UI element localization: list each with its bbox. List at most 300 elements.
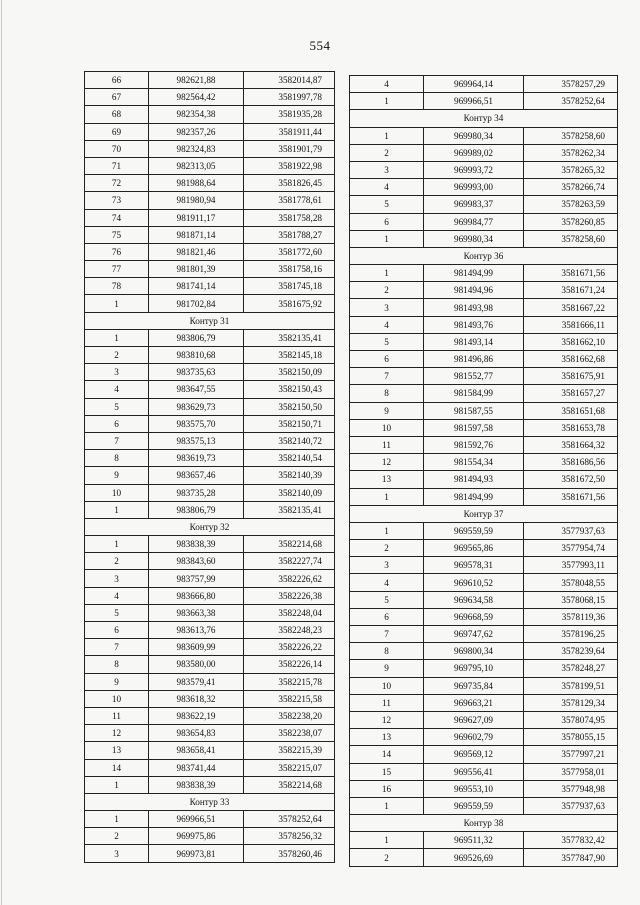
y-coordinate-cell: 3578252,64	[244, 811, 335, 828]
y-coordinate-cell: 3581671,56	[524, 488, 618, 505]
y-coordinate-cell: 3578129,34	[524, 694, 618, 711]
table-row	[85, 226, 335, 243]
x-coordinate-cell: 969559,59	[424, 522, 524, 539]
table-row	[350, 591, 618, 608]
table-row	[350, 316, 618, 333]
y-coordinate-cell: 3581935,28	[244, 106, 335, 123]
table-row	[85, 347, 335, 364]
x-coordinate-cell: 969511,32	[424, 832, 524, 849]
point-number-cell: 10	[85, 690, 149, 707]
y-coordinate-cell: 3581675,92	[244, 295, 335, 312]
table-row	[350, 797, 618, 814]
y-coordinate-cell: 3578199,51	[524, 677, 618, 694]
point-number-cell: 2	[85, 347, 149, 364]
y-coordinate-cell: 3578258,60	[524, 127, 618, 144]
table-row	[350, 454, 618, 471]
point-number-cell: 12	[350, 454, 424, 471]
point-number-cell: 6	[350, 608, 424, 625]
point-number-cell: 10	[350, 419, 424, 436]
point-number-cell: 74	[85, 209, 149, 226]
y-coordinate-cell: 3578262,34	[524, 144, 618, 161]
contour-header-row	[350, 505, 618, 522]
x-coordinate-cell: 982354,38	[149, 106, 244, 123]
table-row	[350, 351, 618, 368]
x-coordinate-cell: 983735,63	[149, 364, 244, 381]
point-number-cell: 8	[85, 656, 149, 673]
point-number-cell: 3	[85, 570, 149, 587]
y-coordinate-cell: 3582150,43	[244, 381, 335, 398]
table-row	[85, 243, 335, 260]
table-row	[350, 608, 618, 625]
point-number-cell: 14	[85, 759, 149, 776]
page-number: 554	[309, 38, 331, 53]
table-row	[85, 725, 335, 742]
y-coordinate-cell: 3582226,14	[244, 656, 335, 673]
y-coordinate-cell: 3582226,62	[244, 570, 335, 587]
x-coordinate-cell: 969663,21	[424, 694, 524, 711]
x-coordinate-cell: 983579,41	[149, 673, 244, 690]
x-coordinate-cell: 981801,39	[149, 261, 244, 278]
y-coordinate-cell: 3582140,54	[244, 450, 335, 467]
x-coordinate-cell: 969627,09	[424, 711, 524, 728]
x-coordinate-cell: 969578,31	[424, 557, 524, 574]
point-number-cell: 14	[350, 746, 424, 763]
point-number-cell: 78	[85, 278, 149, 295]
x-coordinate-cell: 983666,80	[149, 587, 244, 604]
y-coordinate-cell: 3581788,27	[244, 226, 335, 243]
point-number-cell: 8	[350, 643, 424, 660]
contour-header: Контур 33	[85, 793, 335, 810]
table-row	[350, 419, 618, 436]
point-number-cell: 15	[350, 763, 424, 780]
table-row	[85, 622, 335, 639]
point-number-cell: 5	[350, 196, 424, 213]
table-row	[85, 828, 335, 845]
y-coordinate-cell: 3582014,87	[244, 72, 335, 89]
table-row	[85, 656, 335, 673]
table-row	[350, 179, 618, 196]
y-coordinate-cell: 3582238,20	[244, 707, 335, 724]
y-coordinate-cell: 3578048,55	[524, 574, 618, 591]
y-coordinate-cell: 3577832,42	[524, 832, 618, 849]
y-coordinate-cell: 3577993,11	[524, 557, 618, 574]
point-number-cell: 6	[85, 622, 149, 639]
y-coordinate-cell: 3578263,59	[524, 196, 618, 213]
y-coordinate-cell: 3578239,64	[524, 643, 618, 660]
table-row	[350, 368, 618, 385]
table-row	[350, 746, 618, 763]
table-row	[350, 76, 618, 93]
x-coordinate-cell: 982324,83	[149, 140, 244, 157]
table-row	[85, 261, 335, 278]
x-coordinate-cell: 981587,55	[424, 402, 524, 419]
y-coordinate-cell: 3581758,28	[244, 209, 335, 226]
x-coordinate-cell: 969569,12	[424, 746, 524, 763]
contour-header-row	[350, 815, 618, 832]
table-row	[350, 522, 618, 539]
y-coordinate-cell: 3582140,39	[244, 467, 335, 484]
x-coordinate-cell: 969795,10	[424, 660, 524, 677]
point-number-cell: 1	[350, 127, 424, 144]
table-row	[85, 742, 335, 759]
y-coordinate-cell: 3582215,07	[244, 759, 335, 776]
y-coordinate-cell: 3582135,41	[244, 501, 335, 518]
point-number-cell: 6	[85, 415, 149, 432]
x-coordinate-cell: 983622,19	[149, 707, 244, 724]
table-row	[85, 484, 335, 501]
y-coordinate-cell: 3581901,79	[244, 140, 335, 157]
point-number-cell: 1	[350, 522, 424, 539]
point-number-cell: 2	[85, 553, 149, 570]
point-number-cell: 1	[85, 501, 149, 518]
point-number-cell: 11	[350, 694, 424, 711]
x-coordinate-cell: 969602,79	[424, 729, 524, 746]
y-coordinate-cell: 3581671,24	[524, 282, 618, 299]
contour-header-row	[350, 247, 618, 264]
point-number-cell: 6	[350, 213, 424, 230]
x-coordinate-cell: 983741,44	[149, 759, 244, 776]
y-coordinate-cell: 3581662,10	[524, 333, 618, 350]
x-coordinate-cell: 969800,34	[424, 643, 524, 660]
table-row	[85, 845, 335, 862]
y-coordinate-cell: 3578055,15	[524, 729, 618, 746]
y-coordinate-cell: 3582150,09	[244, 364, 335, 381]
point-number-cell: 4	[350, 179, 424, 196]
point-number-cell: 75	[85, 226, 149, 243]
y-coordinate-cell: 3577937,63	[524, 797, 618, 814]
x-coordinate-cell: 983575,13	[149, 432, 244, 449]
point-number-cell: 7	[85, 639, 149, 656]
x-coordinate-cell: 981494,96	[424, 282, 524, 299]
x-coordinate-cell: 969984,77	[424, 213, 524, 230]
table-row	[85, 295, 335, 312]
point-number-cell: 13	[350, 471, 424, 488]
table-body	[350, 76, 618, 867]
x-coordinate-cell: 969993,00	[424, 179, 524, 196]
table-row	[85, 106, 335, 123]
table-row	[85, 450, 335, 467]
table-row	[350, 626, 618, 643]
table-row	[350, 402, 618, 419]
contour-header: Контур 34	[350, 110, 618, 127]
x-coordinate-cell: 983843,60	[149, 553, 244, 570]
point-number-cell: 3	[350, 299, 424, 316]
x-coordinate-cell: 983580,00	[149, 656, 244, 673]
y-coordinate-cell: 3582150,71	[244, 415, 335, 432]
y-coordinate-cell: 3578119,36	[524, 608, 618, 625]
table-row	[85, 398, 335, 415]
table-row	[85, 811, 335, 828]
x-coordinate-cell: 983757,99	[149, 570, 244, 587]
point-number-cell: 1	[350, 93, 424, 110]
x-coordinate-cell: 981597,58	[424, 419, 524, 436]
table-row	[85, 329, 335, 346]
point-number-cell: 69	[85, 123, 149, 140]
table-row	[350, 677, 618, 694]
table-row	[350, 333, 618, 350]
table-row	[85, 72, 335, 89]
point-number-cell: 1	[350, 265, 424, 282]
x-coordinate-cell: 983735,28	[149, 484, 244, 501]
x-coordinate-cell: 981554,34	[424, 454, 524, 471]
table-row	[85, 432, 335, 449]
x-coordinate-cell: 981741,14	[149, 278, 244, 295]
y-coordinate-cell: 3577847,90	[524, 849, 618, 866]
y-coordinate-cell: 3582215,39	[244, 742, 335, 759]
x-coordinate-cell: 969975,86	[149, 828, 244, 845]
table-row	[350, 144, 618, 161]
y-coordinate-cell: 3582145,18	[244, 347, 335, 364]
x-coordinate-cell: 981988,64	[149, 175, 244, 192]
y-coordinate-cell: 3581911,44	[244, 123, 335, 140]
x-coordinate-cell: 983838,39	[149, 776, 244, 793]
point-number-cell: 8	[85, 450, 149, 467]
table-row	[85, 673, 335, 690]
x-coordinate-cell: 983613,76	[149, 622, 244, 639]
x-coordinate-cell: 983575,70	[149, 415, 244, 432]
contour-header-row	[85, 518, 335, 535]
y-coordinate-cell: 3577958,01	[524, 763, 618, 780]
x-coordinate-cell: 981493,76	[424, 316, 524, 333]
table-body	[85, 72, 335, 863]
y-coordinate-cell: 3577954,74	[524, 540, 618, 557]
x-coordinate-cell: 981821,46	[149, 243, 244, 260]
x-coordinate-cell: 981702,84	[149, 295, 244, 312]
contour-header: Контур 31	[85, 312, 335, 329]
x-coordinate-cell: 981871,14	[149, 226, 244, 243]
x-coordinate-cell: 981494,93	[424, 471, 524, 488]
table-row	[350, 282, 618, 299]
table-row	[85, 175, 335, 192]
x-coordinate-cell: 983806,79	[149, 501, 244, 518]
x-coordinate-cell: 969966,51	[424, 93, 524, 110]
x-coordinate-cell: 969983,37	[424, 196, 524, 213]
table-row	[350, 471, 618, 488]
y-coordinate-cell: 3577997,21	[524, 746, 618, 763]
table-row	[350, 643, 618, 660]
y-coordinate-cell: 3581997,78	[244, 89, 335, 106]
point-number-cell: 1	[350, 797, 424, 814]
contour-header: Контур 37	[350, 505, 618, 522]
y-coordinate-cell: 3582215,78	[244, 673, 335, 690]
x-coordinate-cell: 983609,99	[149, 639, 244, 656]
table-row	[85, 381, 335, 398]
point-number-cell: 3	[85, 364, 149, 381]
table-row	[85, 536, 335, 553]
point-number-cell: 2	[350, 144, 424, 161]
table-row	[85, 570, 335, 587]
x-coordinate-cell: 981592,76	[424, 436, 524, 453]
point-number-cell: 1	[350, 488, 424, 505]
point-number-cell: 11	[85, 707, 149, 724]
point-number-cell: 2	[350, 540, 424, 557]
y-coordinate-cell: 3581778,61	[244, 192, 335, 209]
table-row	[85, 157, 335, 174]
x-coordinate-cell: 981552,77	[424, 368, 524, 385]
table-row	[85, 604, 335, 621]
point-number-cell: 9	[350, 660, 424, 677]
point-number-cell: 3	[350, 161, 424, 178]
table-row	[85, 553, 335, 570]
table-row	[350, 660, 618, 677]
y-coordinate-cell: 3582226,22	[244, 639, 335, 656]
y-coordinate-cell: 3578257,29	[524, 76, 618, 93]
table-row	[350, 729, 618, 746]
table-row	[85, 639, 335, 656]
x-coordinate-cell: 969747,62	[424, 626, 524, 643]
point-number-cell: 6	[350, 351, 424, 368]
table-row	[350, 540, 618, 557]
y-coordinate-cell: 3581657,27	[524, 385, 618, 402]
x-coordinate-cell: 983618,32	[149, 690, 244, 707]
x-coordinate-cell: 983619,73	[149, 450, 244, 467]
y-coordinate-cell: 3581745,18	[244, 278, 335, 295]
table-row	[350, 127, 618, 144]
table-row	[350, 711, 618, 728]
table-row	[85, 364, 335, 381]
point-number-cell: 12	[350, 711, 424, 728]
point-number-cell: 4	[350, 76, 424, 93]
y-coordinate-cell: 3578266,74	[524, 179, 618, 196]
table-row	[85, 123, 335, 140]
point-number-cell: 4	[85, 381, 149, 398]
y-coordinate-cell: 3581662,68	[524, 351, 618, 368]
x-coordinate-cell: 969556,41	[424, 763, 524, 780]
table-row	[85, 759, 335, 776]
contour-header-row	[350, 110, 618, 127]
point-number-cell: 2	[85, 828, 149, 845]
y-coordinate-cell: 3581772,60	[244, 243, 335, 260]
table-row	[85, 707, 335, 724]
x-coordinate-cell: 981493,98	[424, 299, 524, 316]
table-row	[350, 265, 618, 282]
point-number-cell: 13	[85, 742, 149, 759]
y-coordinate-cell: 3577937,63	[524, 522, 618, 539]
y-coordinate-cell: 3582215,58	[244, 690, 335, 707]
table-row	[350, 93, 618, 110]
point-number-cell: 5	[350, 591, 424, 608]
coordinates-table-left	[84, 71, 335, 863]
point-number-cell: 1	[85, 329, 149, 346]
point-number-cell: 1	[350, 230, 424, 247]
table-row	[350, 230, 618, 247]
table-row	[350, 763, 618, 780]
point-number-cell: 73	[85, 192, 149, 209]
point-number-cell: 9	[85, 467, 149, 484]
x-coordinate-cell: 969735,84	[424, 677, 524, 694]
x-coordinate-cell: 983838,39	[149, 536, 244, 553]
y-coordinate-cell: 3578252,64	[524, 93, 618, 110]
contour-header: Контур 38	[350, 815, 618, 832]
table-row	[350, 436, 618, 453]
table-row	[350, 385, 618, 402]
point-number-cell: 9	[85, 673, 149, 690]
y-coordinate-cell: 3581826,45	[244, 175, 335, 192]
y-coordinate-cell: 3581675,91	[524, 368, 618, 385]
x-coordinate-cell: 969993,72	[424, 161, 524, 178]
x-coordinate-cell: 969973,81	[149, 845, 244, 862]
x-coordinate-cell: 981911,17	[149, 209, 244, 226]
y-coordinate-cell: 3582248,04	[244, 604, 335, 621]
x-coordinate-cell: 981494,99	[424, 265, 524, 282]
table-row	[85, 209, 335, 226]
y-coordinate-cell: 3578265,32	[524, 161, 618, 178]
y-coordinate-cell: 3582150,50	[244, 398, 335, 415]
x-coordinate-cell: 981494,99	[424, 488, 524, 505]
point-number-cell: 2	[350, 282, 424, 299]
x-coordinate-cell: 969553,10	[424, 780, 524, 797]
y-coordinate-cell: 3582248,23	[244, 622, 335, 639]
point-number-cell: 4	[350, 316, 424, 333]
point-number-cell: 1	[350, 832, 424, 849]
y-coordinate-cell: 3582140,72	[244, 432, 335, 449]
x-coordinate-cell: 981493,14	[424, 333, 524, 350]
point-number-cell: 16	[350, 780, 424, 797]
y-coordinate-cell: 3581666,11	[524, 316, 618, 333]
point-number-cell: 77	[85, 261, 149, 278]
x-coordinate-cell: 983810,68	[149, 347, 244, 364]
x-coordinate-cell: 982621,88	[149, 72, 244, 89]
table-row	[350, 161, 618, 178]
point-number-cell: 71	[85, 157, 149, 174]
x-coordinate-cell: 983629,73	[149, 398, 244, 415]
y-coordinate-cell: 3581758,16	[244, 261, 335, 278]
x-coordinate-cell: 983663,38	[149, 604, 244, 621]
contour-header: Контур 36	[350, 247, 618, 264]
y-coordinate-cell: 3578074,95	[524, 711, 618, 728]
table-row	[350, 832, 618, 849]
x-coordinate-cell: 983657,46	[149, 467, 244, 484]
x-coordinate-cell: 983806,79	[149, 329, 244, 346]
y-coordinate-cell: 3581672,50	[524, 471, 618, 488]
y-coordinate-cell: 3578196,25	[524, 626, 618, 643]
y-coordinate-cell: 3581671,56	[524, 265, 618, 282]
y-coordinate-cell: 3581686,56	[524, 454, 618, 471]
x-coordinate-cell: 981496,86	[424, 351, 524, 368]
x-coordinate-cell: 969966,51	[149, 811, 244, 828]
table-row	[350, 213, 618, 230]
x-coordinate-cell: 969610,52	[424, 574, 524, 591]
x-coordinate-cell: 969565,86	[424, 540, 524, 557]
coordinates-table-right	[349, 75, 618, 867]
table-row	[350, 849, 618, 866]
y-coordinate-cell: 3582226,38	[244, 587, 335, 604]
y-coordinate-cell: 3581651,68	[524, 402, 618, 419]
point-number-cell: 1	[85, 811, 149, 828]
x-coordinate-cell: 983658,41	[149, 742, 244, 759]
contour-header: Контур 32	[85, 518, 335, 535]
point-number-cell: 5	[350, 333, 424, 350]
table-row	[85, 587, 335, 604]
x-coordinate-cell: 969634,58	[424, 591, 524, 608]
y-coordinate-cell: 3582214,68	[244, 536, 335, 553]
table-row	[350, 299, 618, 316]
y-coordinate-cell: 3581667,22	[524, 299, 618, 316]
x-coordinate-cell: 969989,02	[424, 144, 524, 161]
y-coordinate-cell: 3578068,15	[524, 591, 618, 608]
y-coordinate-cell: 3578260,85	[524, 213, 618, 230]
y-coordinate-cell: 3582140,09	[244, 484, 335, 501]
y-coordinate-cell: 3582214,68	[244, 776, 335, 793]
table-row	[85, 415, 335, 432]
contour-header-row	[85, 312, 335, 329]
x-coordinate-cell: 982564,42	[149, 89, 244, 106]
y-coordinate-cell: 3581922,98	[244, 157, 335, 174]
point-number-cell: 76	[85, 243, 149, 260]
point-number-cell: 3	[350, 557, 424, 574]
point-number-cell: 5	[85, 604, 149, 621]
contour-header-row	[85, 793, 335, 810]
